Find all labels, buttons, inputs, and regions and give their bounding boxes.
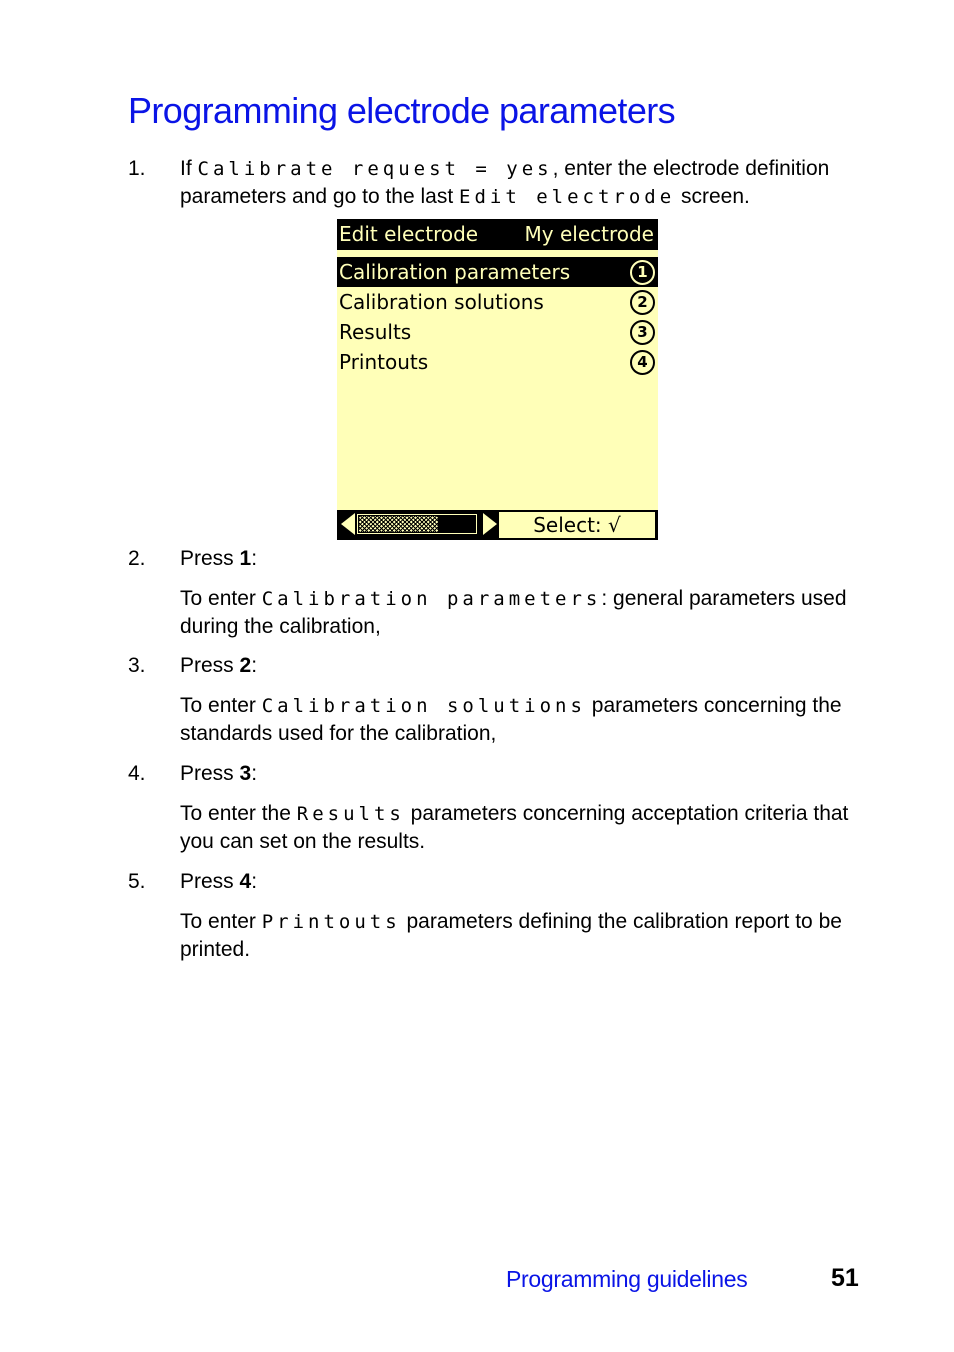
key-number: 2: [239, 654, 252, 677]
menu-item-label: Results: [339, 320, 412, 344]
arrow-right-icon[interactable]: [483, 513, 497, 535]
desc-part: parameters defining the calibration report to be printed.: [180, 910, 842, 961]
desc-part: To enter: [180, 587, 262, 610]
press-label: Press: [180, 654, 240, 677]
desc-part: To enter: [180, 694, 262, 717]
number-4-icon: 4: [630, 350, 655, 375]
number-3-icon: 3: [630, 320, 655, 345]
desc-part: To enter: [180, 910, 262, 933]
step-description: [180, 692, 860, 748]
desc-part: parameters concerning the standards used for the calibration,: [180, 694, 842, 745]
step-press: [180, 868, 860, 896]
code-text: Printouts: [261, 911, 401, 933]
step-number: 5.: [128, 870, 146, 893]
menu-item-calibration-solutions[interactable]: [337, 287, 658, 317]
menu-item-label: Calibration solutions: [339, 290, 544, 314]
key-number: 1: [239, 547, 252, 570]
press-label: Press: [180, 762, 240, 785]
step-text: [180, 155, 860, 211]
step-number: 2.: [128, 547, 146, 570]
scroll-bar-fill: [359, 516, 438, 532]
step-number: 3.: [128, 654, 146, 677]
press-colon: :: [251, 870, 258, 893]
step-description: [180, 585, 860, 641]
arrow-left-icon[interactable]: [341, 513, 355, 535]
screen-footer: [337, 510, 658, 540]
screen-title: Edit electrode: [339, 222, 479, 246]
step-number: 4.: [128, 762, 146, 785]
desc-part: To enter the: [180, 802, 297, 825]
press-label: Press: [180, 547, 240, 570]
code-text: Results: [296, 803, 405, 825]
footer-section-title: Programming guidelines: [506, 1266, 748, 1292]
desc-part: : general parameters used during the calibration,: [180, 587, 847, 638]
number-1-icon: 1: [630, 260, 655, 285]
device-screen: [337, 219, 658, 540]
step-press: [180, 760, 860, 788]
step-text-part: , enter the electrode definition parameters and go to the last: [180, 157, 830, 208]
code-text: Calibration solutions: [261, 695, 586, 717]
step-description: [180, 800, 860, 856]
key-number: 4: [239, 870, 252, 893]
select-softkey[interactable]: Select: √: [499, 512, 655, 538]
menu-item-calibration-parameters[interactable]: [337, 257, 658, 287]
screen-header: [337, 219, 658, 250]
code-text: Calibration parameters: [261, 588, 602, 610]
step-press: [180, 545, 860, 573]
page-title: Programming electrode parameters: [128, 90, 676, 131]
step-press: [180, 652, 860, 680]
press-colon: :: [251, 547, 258, 570]
menu-item-label: Calibration parameters: [339, 260, 571, 284]
code-text: Calibrate request = yes: [197, 158, 553, 180]
electrode-name: My electrode: [524, 222, 654, 246]
press-colon: :: [251, 654, 258, 677]
step-description: [180, 908, 860, 964]
step-text-part: If: [180, 157, 198, 180]
menu-item-results[interactable]: [337, 317, 658, 347]
scroll-bar[interactable]: [357, 514, 477, 534]
code-text: Edit electrode: [459, 186, 676, 208]
page-number: 51: [831, 1264, 859, 1292]
desc-part: parameters concerning acceptation criteria that you can set on the results.: [180, 802, 849, 853]
step-number: 1.: [128, 157, 146, 180]
menu-item-label: Printouts: [339, 350, 429, 374]
press-colon: :: [251, 762, 258, 785]
number-2-icon: 2: [630, 290, 655, 315]
key-number: 3: [239, 762, 252, 785]
press-label: Press: [180, 870, 240, 893]
menu-item-printouts[interactable]: [337, 347, 658, 377]
step-text-part: screen.: [675, 185, 750, 208]
